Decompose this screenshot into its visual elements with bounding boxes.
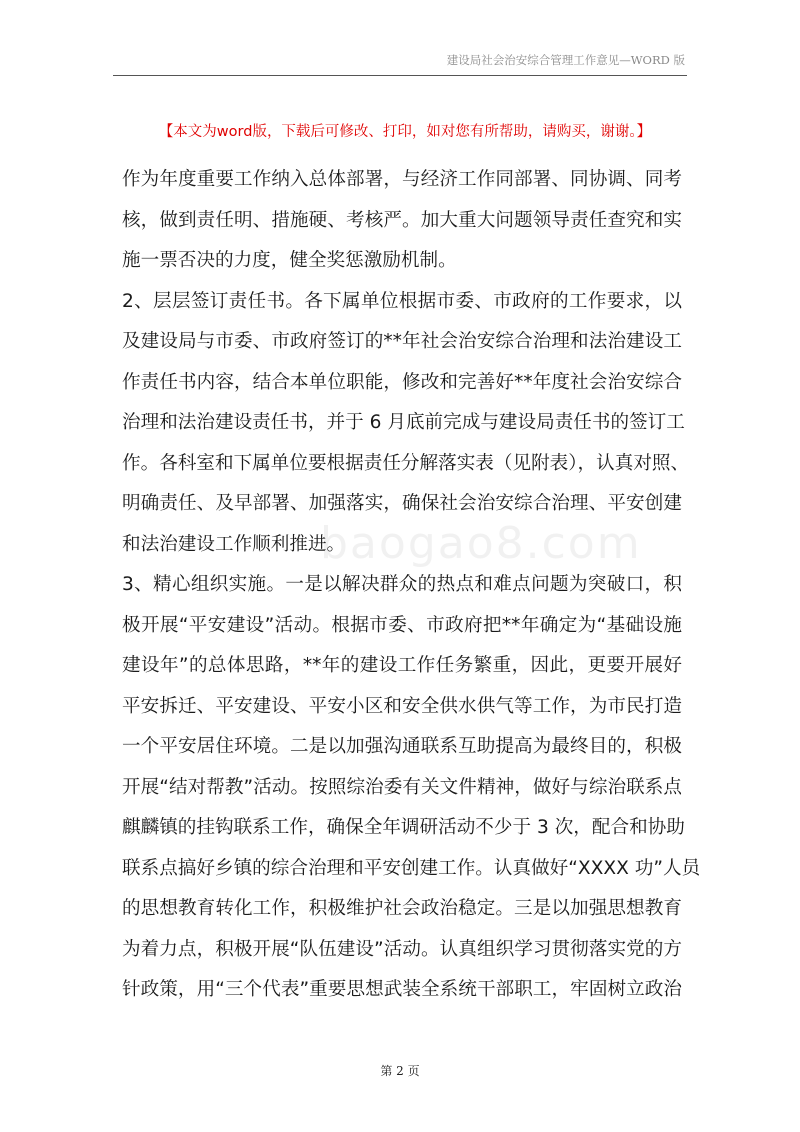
body-line: 核，做到责任明、措施硬、考核严。加大重大问题领导责任查究和实 [122,209,682,231]
body-line: 3、精心组织实施。一是以解决群众的热点和难点问题为突破口，积 [122,574,682,595]
body-line: 针政策，用“三个代表”重要思想武装全系统干部职工，牢固树立政治 [122,979,682,1000]
body-line: 明确责任、及早部署、加强落实，确保社会治安综合治理、平安创建 [122,493,682,514]
body-line: 联系点搞好乡镇的综合治理和平安创建工作。认真做好“XXXX 功”人员 [122,857,701,879]
body-line: 治理和法治建设责任书，并于 6 月底前完成与建设局责任书的签订工 [122,412,685,433]
watermark: baogao8.com [320,518,642,569]
document-body [122,160,701,1011]
body-line: 麒麟镇的挂钩联系工作，确保全年调研活动不少于 3 次，配合和协助 [122,817,685,838]
body-line: 作为年度重要工作纳入总体部署，与经济工作同部署、同协调、同考 [122,169,682,190]
header-divider [113,75,687,76]
page-number: 第 2 页 [380,1064,420,1078]
running-header: 建设局社会治安综合管理工作意见—WORD 版 [446,53,685,67]
body-line: 及建设局与市委、市政府签订的**年社会治安综合治理和法治建设工 [122,331,682,352]
body-line: 2、层层签订责任书。各下属单位根据市委、市政府的工作要求，以 [122,290,682,312]
body-line: 建设年”的总体思路，**年的建设工作任务繁重，因此，更要开展好 [122,655,682,676]
body-line: 的思想教育转化工作，积极维护社会政治稳定。三是以加强思想教育 [122,898,682,919]
body-line: 作。各科室和下属单位要根据责任分解落实表（见附表），认真对照、 [122,452,690,474]
body-line: 作责任书内容，结合本单位职能，修改和完善好**年度社会治安综合 [122,371,682,393]
body-line: 一个平安居住环境。二是以加强沟通联系互助提高为最终目的，积极 [122,736,682,757]
body-line: 开展“结对帮教”活动。按照综治委有关文件精神，做好与综治联系点 [122,776,682,798]
body-line: 和法治建设工作顺利推进。 [122,533,346,555]
body-line: 为着力点，积极开展“队伍建设”活动。认真组织学习贯彻落实党的方 [122,938,682,960]
body-line: 施一票否决的力度，健全奖惩激励机制。 [122,250,457,271]
purchase-notice: 【本文为word版，下载后可修改、打印，如对您有所帮助，请购买，谢谢。】 [158,124,652,140]
body-line: 极开展“平安建设”活动。根据市委、市政府把**年确定为“基础设施 [122,614,682,636]
body-line: 平安拆迁、平安建设、平安小区和安全供水供气等工作，为市民打造 [122,695,682,717]
